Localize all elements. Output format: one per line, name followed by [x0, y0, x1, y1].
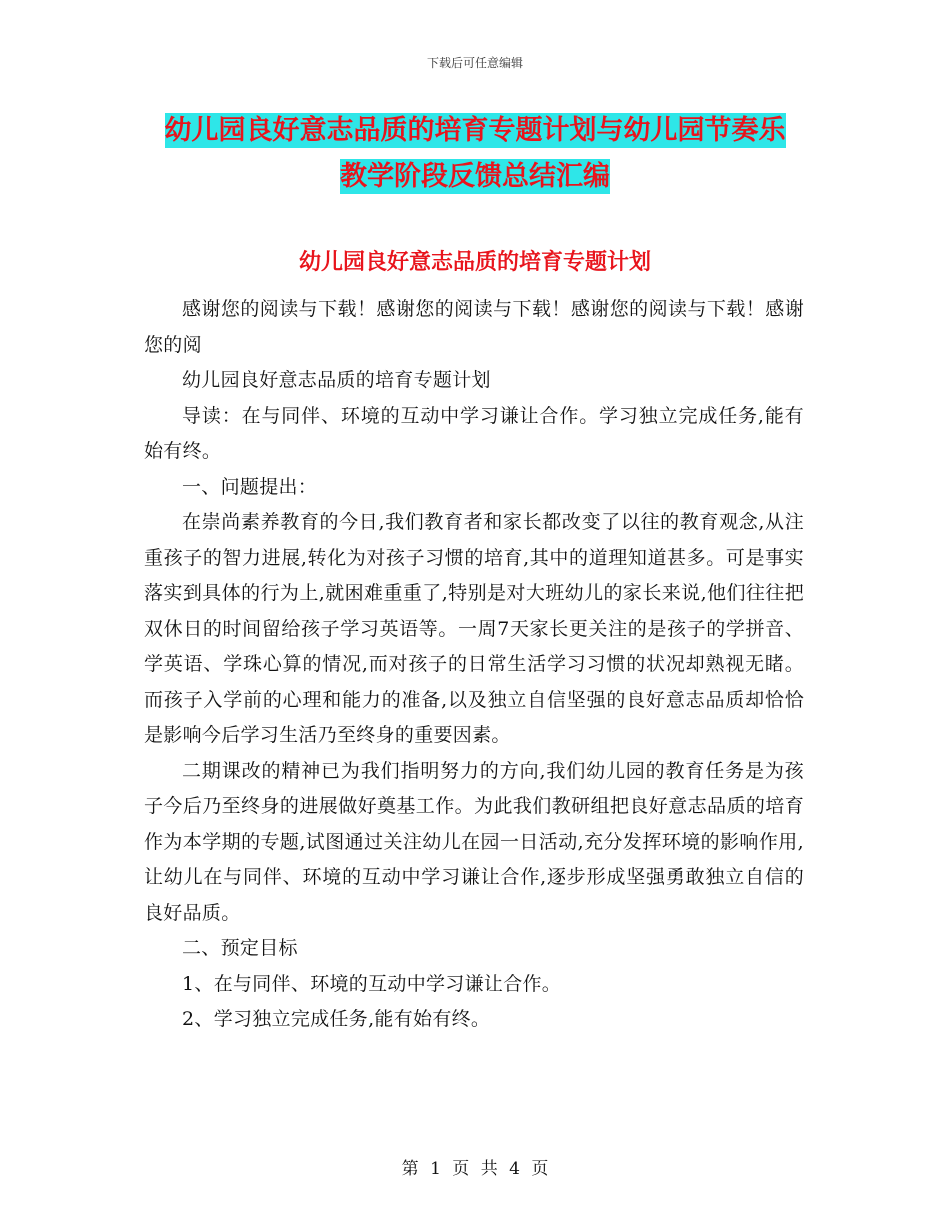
- paragraph: 二、预定目标: [182, 937, 298, 959]
- title-line-2: 教学阶段反馈总结汇编: [340, 161, 610, 192]
- page-footer: 第 1 页 共 4 页: [401, 1159, 549, 1179]
- title-line-1: 幼儿园良好意志品质的培育专题计划与幼儿园节奏乐: [164, 115, 786, 146]
- document-title: [60, 108, 890, 200]
- paragraph: 感谢您的阅读与下载！感谢您的阅读与下载！感谢您的阅读与下载！感谢您的阅: [144, 298, 804, 356]
- section-title: 幼儿园良好意志品质的培育专题计划: [298, 250, 651, 275]
- paragraph: 在崇尚素养教育的今日,我们教育者和家长都改变了以往的教育观念,从注重孩子的智力进展,转化为对孩子习惯的培育,其中的道理知道甚多。可是事实落实到具体的行为上,就困难重重了,特别是对大班幼儿的家长来说,他们往往把双休日的时间留给孩子学习英语等。一周7天家长更关注的是孩子的学拼音、学英语、学珠心算的情况,而对孩子的日常生活学习习惯的状况却熟视无睹。而孩子入学前的心理和能力的准备,以及独立自信坚强的良好意志品质却恰恰是影响今后学习生活乃至终身的重要因素。: [144, 511, 804, 746]
- paragraph: 导读：在与同伴、环境的互动中学习谦让合作。学习独立完成任务,能有始有终。: [144, 404, 804, 462]
- paragraph: 2、学习独立完成任务,能有始有终。: [182, 1008, 491, 1030]
- paragraph: 二期课改的精神已为我们指明努力的方向,我们幼儿园的教育任务是为孩子今后乃至终身的进展做好奠基工作。为此我们教研组把良好意志品质的培育作为本学期的专题,试图通过关注幼儿在园一日活动,充分发挥环境的影响作用,让幼儿在与同伴、环境的互动中学习谦让合作,逐步形成坚强勇敢独立自信的良好品质。: [144, 759, 804, 924]
- paragraph: 幼儿园良好意志品质的培育专题计划: [182, 369, 491, 391]
- body-text: [144, 292, 804, 1038]
- paragraph: 1、在与同伴、环境的互动中学习谦让合作。: [182, 972, 562, 995]
- paragraph: 一、问题提出：: [182, 475, 318, 498]
- header-note: 下载后可任意编辑: [426, 56, 523, 70]
